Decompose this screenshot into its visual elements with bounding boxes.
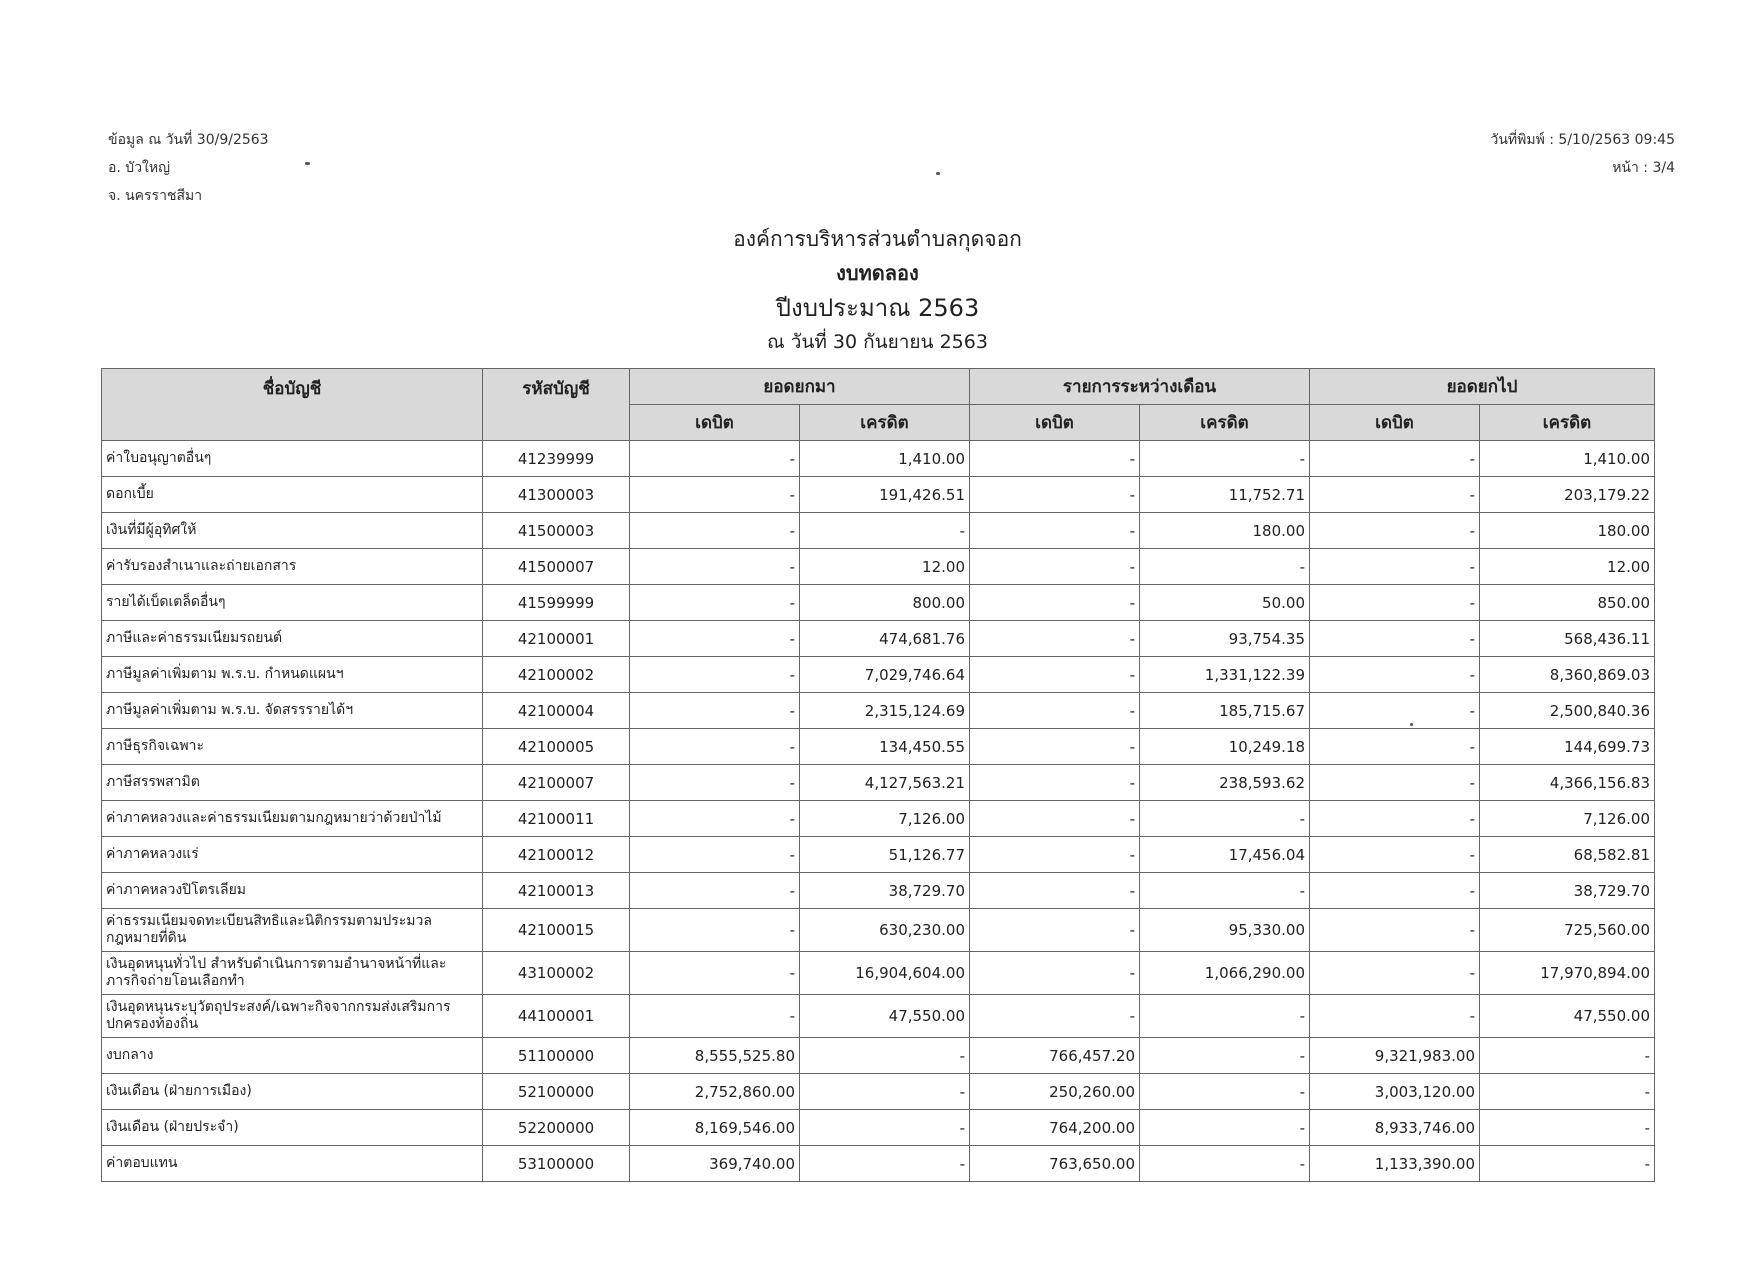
table-row [102, 477, 1655, 513]
month-credit-cell: 93,754.35 [1140, 621, 1310, 657]
account-code-cell: 42100015 [483, 909, 630, 952]
report-meta-right [1490, 126, 1675, 182]
brought-credit-cell: - [800, 1074, 970, 1110]
brought-debit-cell: - [630, 585, 800, 621]
brought-credit-cell: - [800, 1146, 970, 1182]
account-name-cell: ค่าภาคหลวงและค่าธรรมเนียมตามกฎหมายว่าด้วยป่าไม้ [102, 801, 483, 837]
carried-credit-cell: 7,126.00 [1480, 801, 1655, 837]
month-credit-cell: 1,066,290.00 [1140, 952, 1310, 995]
month-credit-cell: 17,456.04 [1140, 837, 1310, 873]
account-name-cell: ภาษีธุรกิจเฉพาะ [102, 729, 483, 765]
carried-credit-cell: 47,550.00 [1480, 995, 1655, 1038]
table-row [102, 1038, 1655, 1074]
report-meta-left [108, 126, 269, 210]
account-code-cell: 42100004 [483, 693, 630, 729]
table-body [102, 441, 1655, 1182]
brought-debit-cell: - [630, 549, 800, 585]
account-name-cell: ภาษีมูลค่าเพิ่มตาม พ.ร.บ. จัดสรรรายได้ฯ [102, 693, 483, 729]
table-row [102, 441, 1655, 477]
brought-debit-cell: - [630, 801, 800, 837]
organization-name: องค์การบริหารส่วนตำบลกุดจอก [733, 227, 1022, 251]
account-code-cell: 42100002 [483, 657, 630, 693]
carried-debit-cell: - [1310, 441, 1480, 477]
month-credit-cell: - [1140, 873, 1310, 909]
account-code-cell: 41500003 [483, 513, 630, 549]
account-name-cell: ภาษีสรรพสามิต [102, 765, 483, 801]
group-header-monthly-transactions: รายการระหว่างเดือน [970, 369, 1310, 405]
carried-credit-cell: 68,582.81 [1480, 837, 1655, 873]
month-credit-cell: 50.00 [1140, 585, 1310, 621]
brought-debit-cell: - [630, 513, 800, 549]
carried-debit-cell: - [1310, 477, 1480, 513]
month-credit-cell: 238,593.62 [1140, 765, 1310, 801]
account-name-cell: ค่าภาคหลวงปิโตรเลียม [102, 873, 483, 909]
carried-credit-cell: 38,729.70 [1480, 873, 1655, 909]
carried-credit-cell: 144,699.73 [1480, 729, 1655, 765]
month-debit-cell: - [970, 621, 1140, 657]
table-row [102, 1074, 1655, 1110]
month-debit-cell: - [970, 477, 1140, 513]
account-name-cell: ค่าภาคหลวงแร่ [102, 837, 483, 873]
account-code-cell: 53100000 [483, 1146, 630, 1182]
group-header-brought-forward: ยอดยกมา [630, 369, 970, 405]
account-name-cell: ภาษีมูลค่าเพิ่มตาม พ.ร.บ. กำหนดแผนฯ [102, 657, 483, 693]
carried-credit-cell: 17,970,894.00 [1480, 952, 1655, 995]
carried-credit-cell: - [1480, 1074, 1655, 1110]
district: อ. บัวใหญ่ [108, 160, 171, 176]
group-header-carried-forward: ยอดยกไป [1310, 369, 1655, 405]
brought-credit-cell: 134,450.55 [800, 729, 970, 765]
brought-credit-cell: 474,681.76 [800, 621, 970, 657]
carried-debit-cell: - [1310, 837, 1480, 873]
brought-debit-cell: 8,169,546.00 [630, 1110, 800, 1146]
month-credit-cell: 1,331,122.39 [1140, 657, 1310, 693]
table-row [102, 657, 1655, 693]
account-code-cell: 51100000 [483, 1038, 630, 1074]
month-credit-cell: - [1140, 1146, 1310, 1182]
brought-credit-cell: 7,126.00 [800, 801, 970, 837]
account-code-cell: 52100000 [483, 1074, 630, 1110]
brought-debit-cell: - [630, 693, 800, 729]
carried-debit-cell: - [1310, 549, 1480, 585]
month-debit-cell: 763,650.00 [970, 1146, 1140, 1182]
account-name-cell: เงินอุดหนุนทั่วไป สำหรับดำเนินการตามอำนาจหน้าที่และภารกิจถ่ายโอนเลือกทำ [102, 952, 483, 995]
brought-credit-cell: 4,127,563.21 [800, 765, 970, 801]
scan-speck [305, 162, 310, 165]
report-title-block [0, 222, 1755, 358]
brought-credit-cell: 51,126.77 [800, 837, 970, 873]
brought-credit-cell: 47,550.00 [800, 995, 970, 1038]
brought-credit-cell: 1,410.00 [800, 441, 970, 477]
account-name-cell: รายได้เบ็ดเตล็ดอื่นๆ [102, 585, 483, 621]
brought-credit-cell: - [800, 1110, 970, 1146]
account-name-cell: งบกลาง [102, 1038, 483, 1074]
table-row [102, 621, 1655, 657]
carried-credit-cell: 203,179.22 [1480, 477, 1655, 513]
month-credit-cell: - [1140, 1110, 1310, 1146]
account-name-cell: ค่าธรรมเนียมจดทะเบียนสิทธิและนิติกรรมตามประมวลกฎหมายที่ดิน [102, 909, 483, 952]
table-row [102, 952, 1655, 995]
account-code-cell: 42100001 [483, 621, 630, 657]
account-name-cell: เงินเดือน (ฝ่ายการเมือง) [102, 1074, 483, 1110]
account-name-cell: ค่าตอบแทน [102, 1146, 483, 1182]
brought-debit-cell: - [630, 952, 800, 995]
carried-debit-cell: 3,003,120.00 [1310, 1074, 1480, 1110]
account-name-cell: ภาษีและค่าธรรมเนียมรถยนต์ [102, 621, 483, 657]
month-credit-cell: - [1140, 1074, 1310, 1110]
brought-debit-cell: - [630, 477, 800, 513]
month-debit-cell: - [970, 995, 1140, 1038]
table-row [102, 837, 1655, 873]
table-row [102, 585, 1655, 621]
carried-debit-cell: - [1310, 621, 1480, 657]
month-debit-cell: - [970, 549, 1140, 585]
column-header-brought-credit: เครดิต [800, 405, 970, 441]
carried-debit-cell: 1,133,390.00 [1310, 1146, 1480, 1182]
carried-credit-cell: 725,560.00 [1480, 909, 1655, 952]
carried-credit-cell: - [1480, 1146, 1655, 1182]
account-code-cell: 42100011 [483, 801, 630, 837]
column-header-account-code: รหัสบัญชี [483, 369, 630, 441]
carried-debit-cell: - [1310, 801, 1480, 837]
table-row [102, 909, 1655, 952]
carried-credit-cell: 12.00 [1480, 549, 1655, 585]
brought-credit-cell: - [800, 513, 970, 549]
column-header-account-name: ชื่อบัญชี [102, 369, 483, 441]
account-code-cell: 44100001 [483, 995, 630, 1038]
month-debit-cell: - [970, 837, 1140, 873]
carried-debit-cell: - [1310, 995, 1480, 1038]
account-code-cell: 43100002 [483, 952, 630, 995]
table-row [102, 729, 1655, 765]
account-code-cell: 52200000 [483, 1110, 630, 1146]
table-row [102, 801, 1655, 837]
column-header-carried-credit: เครดิต [1480, 405, 1655, 441]
account-name-cell: ดอกเบี้ย [102, 477, 483, 513]
month-debit-cell: - [970, 952, 1140, 995]
table-row [102, 873, 1655, 909]
month-debit-cell: 766,457.20 [970, 1038, 1140, 1074]
carried-debit-cell: - [1310, 729, 1480, 765]
carried-credit-cell: 180.00 [1480, 513, 1655, 549]
account-name-cell: เงินเดือน (ฝ่ายประจำ) [102, 1110, 483, 1146]
fiscal-year: ปีงบประมาณ 2563 [775, 294, 980, 322]
scan-speck [936, 172, 940, 175]
data-date: ข้อมูล ณ วันที่ 30/9/2563 [108, 132, 269, 148]
month-debit-cell: - [970, 873, 1140, 909]
table-row [102, 693, 1655, 729]
table-row [102, 513, 1655, 549]
month-debit-cell: - [970, 585, 1140, 621]
brought-credit-cell: 630,230.00 [800, 909, 970, 952]
account-code-cell: 41239999 [483, 441, 630, 477]
month-debit-cell: - [970, 765, 1140, 801]
brought-debit-cell: 2,752,860.00 [630, 1074, 800, 1110]
month-debit-cell: - [970, 441, 1140, 477]
carried-debit-cell: 9,321,983.00 [1310, 1038, 1480, 1074]
column-header-month-credit: เครดิต [1140, 405, 1310, 441]
brought-debit-cell: - [630, 995, 800, 1038]
report-name: งบทดลอง [836, 261, 919, 285]
month-credit-cell: 11,752.71 [1140, 477, 1310, 513]
table-row [102, 765, 1655, 801]
month-credit-cell: 10,249.18 [1140, 729, 1310, 765]
column-header-carried-debit: เดบิต [1310, 405, 1480, 441]
brought-debit-cell: - [630, 621, 800, 657]
brought-credit-cell: 2,315,124.69 [800, 693, 970, 729]
carried-credit-cell: 8,360,869.03 [1480, 657, 1655, 693]
month-credit-cell: 180.00 [1140, 513, 1310, 549]
brought-credit-cell: 800.00 [800, 585, 970, 621]
brought-credit-cell: - [800, 1038, 970, 1074]
account-code-cell: 42100007 [483, 765, 630, 801]
page-number: หน้า : 3/4 [1612, 160, 1675, 176]
column-header-brought-debit: เดบิต [630, 405, 800, 441]
account-code-cell: 41300003 [483, 477, 630, 513]
brought-debit-cell: - [630, 873, 800, 909]
brought-credit-cell: 38,729.70 [800, 873, 970, 909]
column-header-month-debit: เดบิต [970, 405, 1140, 441]
brought-debit-cell: 8,555,525.80 [630, 1038, 800, 1074]
account-name-cell: เงินที่มีผู้อุทิศให้ [102, 513, 483, 549]
carried-credit-cell: 850.00 [1480, 585, 1655, 621]
carried-debit-cell: - [1310, 513, 1480, 549]
account-name-cell: ค่าใบอนุญาตอื่นๆ [102, 441, 483, 477]
carried-credit-cell: - [1480, 1110, 1655, 1146]
month-debit-cell: - [970, 657, 1140, 693]
account-code-cell: 41500007 [483, 549, 630, 585]
brought-credit-cell: 16,904,604.00 [800, 952, 970, 995]
carried-debit-cell: - [1310, 657, 1480, 693]
account-code-cell: 42100012 [483, 837, 630, 873]
brought-debit-cell: - [630, 441, 800, 477]
month-credit-cell: - [1140, 549, 1310, 585]
print-date: วันที่พิมพ์ : 5/10/2563 09:45 [1490, 132, 1675, 148]
carried-credit-cell: 568,436.11 [1480, 621, 1655, 657]
brought-debit-cell: - [630, 837, 800, 873]
brought-credit-cell: 12.00 [800, 549, 970, 585]
month-credit-cell: 95,330.00 [1140, 909, 1310, 952]
brought-debit-cell: - [630, 729, 800, 765]
carried-debit-cell: - [1310, 765, 1480, 801]
month-credit-cell: - [1140, 441, 1310, 477]
carried-credit-cell: 1,410.00 [1480, 441, 1655, 477]
carried-debit-cell: - [1310, 873, 1480, 909]
month-credit-cell: - [1140, 995, 1310, 1038]
table-row [102, 995, 1655, 1038]
brought-credit-cell: 7,029,746.64 [800, 657, 970, 693]
month-debit-cell: - [970, 909, 1140, 952]
month-credit-cell: - [1140, 801, 1310, 837]
carried-credit-cell: - [1480, 1038, 1655, 1074]
month-credit-cell: 185,715.67 [1140, 693, 1310, 729]
month-debit-cell: 764,200.00 [970, 1110, 1140, 1146]
account-code-cell: 42100005 [483, 729, 630, 765]
account-name-cell: เงินอุดหนุนระบุวัตถุประสงค์/เฉพาะกิจจากกรมส่งเสริมการปกครองท้องถิ่น [102, 995, 483, 1038]
account-code-cell: 41599999 [483, 585, 630, 621]
carried-debit-cell: - [1310, 585, 1480, 621]
brought-debit-cell: 369,740.00 [630, 1146, 800, 1182]
trial-balance-table [101, 368, 1655, 1182]
table-row [102, 1110, 1655, 1146]
account-name-cell: ค่ารับรองสำเนาและถ่ายเอกสาร [102, 549, 483, 585]
brought-debit-cell: - [630, 657, 800, 693]
brought-credit-cell: 191,426.51 [800, 477, 970, 513]
carried-debit-cell: - [1310, 952, 1480, 995]
brought-debit-cell: - [630, 765, 800, 801]
month-debit-cell: - [970, 693, 1140, 729]
account-code-cell: 42100013 [483, 873, 630, 909]
carried-debit-cell: - [1310, 909, 1480, 952]
carried-debit-cell: - [1310, 693, 1480, 729]
carried-debit-cell: 8,933,746.00 [1310, 1110, 1480, 1146]
as-of-date: ณ วันที่ 30 กันยายน 2563 [767, 331, 988, 353]
month-credit-cell: - [1140, 1038, 1310, 1074]
month-debit-cell: - [970, 801, 1140, 837]
brought-debit-cell: - [630, 909, 800, 952]
table-row [102, 549, 1655, 585]
scan-speck [1410, 723, 1413, 726]
table-row [102, 1146, 1655, 1182]
province: จ. นครราชสีมา [108, 188, 203, 204]
month-debit-cell: 250,260.00 [970, 1074, 1140, 1110]
carried-credit-cell: 2,500,840.36 [1480, 693, 1655, 729]
month-debit-cell: - [970, 513, 1140, 549]
carried-credit-cell: 4,366,156.83 [1480, 765, 1655, 801]
month-debit-cell: - [970, 729, 1140, 765]
